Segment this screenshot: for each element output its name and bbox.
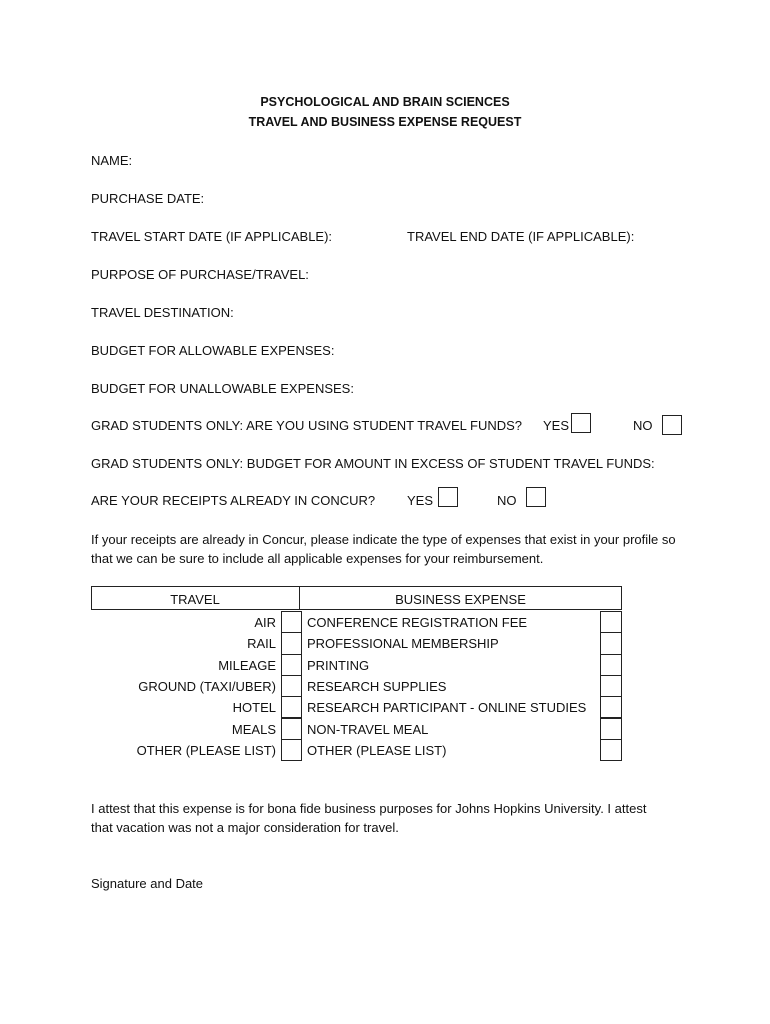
- travel-end-label: TRAVEL END DATE (IF APPLICABLE):: [407, 229, 635, 244]
- travel-item-label: HOTEL: [232, 700, 276, 716]
- signature-label: Signature and Date: [91, 876, 204, 891]
- business-item-checkbox[interactable]: [600, 675, 622, 697]
- grad-funds-no-label: NO: [633, 418, 653, 433]
- travel-item-label: RAIL: [247, 636, 276, 652]
- grad-excess-label: GRAD STUDENTS ONLY: BUDGET FOR AMOUNT IN EXCESS OF STUDENT TRAVEL FUNDS:: [91, 456, 655, 471]
- business-item-checkbox[interactable]: [600, 718, 622, 740]
- travel-start-label: TRAVEL START DATE (IF APPLICABLE):: [91, 229, 333, 244]
- travel-item-label: GROUND (TAXI/UBER): [138, 678, 276, 694]
- grad-funds-yes-label: YES: [543, 418, 570, 433]
- business-item-label: RESEARCH SUPPLIES: [307, 678, 447, 694]
- form-title-line1: PSYCHOLOGICAL AND BRAIN SCIENCES: [260, 95, 510, 109]
- business-item-checkbox[interactable]: [600, 654, 622, 676]
- concur-yes-checkbox[interactable]: [438, 487, 458, 507]
- business-item-label: OTHER (PLEASE LIST): [307, 742, 447, 758]
- travel-item-label: MILEAGE: [218, 657, 276, 673]
- destination-label: TRAVEL DESTINATION:: [91, 305, 234, 320]
- concur-no-checkbox[interactable]: [526, 487, 546, 507]
- travel-item-label: AIR: [254, 615, 276, 630]
- business-item-label: NON-TRAVEL MEAL: [307, 721, 429, 737]
- budget-allowable-label: BUDGET FOR ALLOWABLE EXPENSES:: [91, 343, 335, 358]
- travel-item-label: OTHER (PLEASE LIST): [136, 742, 276, 758]
- travel-item-label: MEALS: [231, 721, 276, 737]
- travel-item-checkbox[interactable]: [281, 739, 302, 761]
- travel-item-checkbox[interactable]: [281, 654, 302, 676]
- purchase-date-label: PURCHASE DATE:: [91, 191, 205, 206]
- purpose-label: PURPOSE OF PURCHASE/TRAVEL:: [91, 267, 309, 282]
- grad-funds-no-checkbox[interactable]: [662, 415, 682, 435]
- concur-note: If your receipts are already in Concur, please indicate the type of expenses that exist in your profile so that we can be sure to include all applicable expenses for your reimbursement.: [91, 532, 676, 566]
- business-item-checkbox[interactable]: [600, 739, 622, 761]
- travel-item-checkbox[interactable]: [281, 696, 302, 718]
- business-column-header: BUSINESS EXPENSE: [395, 592, 526, 607]
- concur-no-label: NO: [497, 493, 517, 508]
- form-title-line2: TRAVEL AND BUSINESS EXPENSE REQUEST: [248, 115, 522, 129]
- attestation-text: I attest that this expense is for bona fide business purposes for Johns Hopkins University. I attest that vacation was not a major consideration for travel.: [91, 801, 647, 835]
- budget-unallowable-label: BUDGET FOR UNALLOWABLE EXPENSES:: [91, 381, 354, 396]
- business-item-label: PRINTING: [307, 657, 370, 673]
- concur-yes-label: YES: [407, 493, 434, 508]
- business-item-checkbox[interactable]: [600, 696, 622, 718]
- business-item-label: PROFESSIONAL MEMBERSHIP: [307, 636, 499, 652]
- travel-item-checkbox[interactable]: [281, 718, 302, 740]
- business-item-checkbox[interactable]: [600, 611, 622, 633]
- business-item-checkbox[interactable]: [600, 632, 622, 654]
- grad-funds-yes-checkbox[interactable]: [571, 413, 591, 433]
- travel-item-checkbox[interactable]: [281, 675, 302, 697]
- name-label: NAME:: [91, 153, 133, 168]
- receipts-concur-question: ARE YOUR RECEIPTS ALREADY IN CONCUR?: [91, 493, 376, 508]
- grad-travel-funds-question: GRAD STUDENTS ONLY: ARE YOU USING STUDENT TRAVEL FUNDS?: [91, 418, 523, 433]
- travel-item-checkbox[interactable]: [281, 611, 302, 633]
- travel-item-checkbox[interactable]: [281, 632, 302, 654]
- business-item-label: RESEARCH PARTICIPANT - ONLINE STUDIES: [307, 700, 587, 716]
- business-item-label: CONFERENCE REGISTRATION FEE: [307, 615, 528, 630]
- travel-column-header: TRAVEL: [170, 592, 220, 607]
